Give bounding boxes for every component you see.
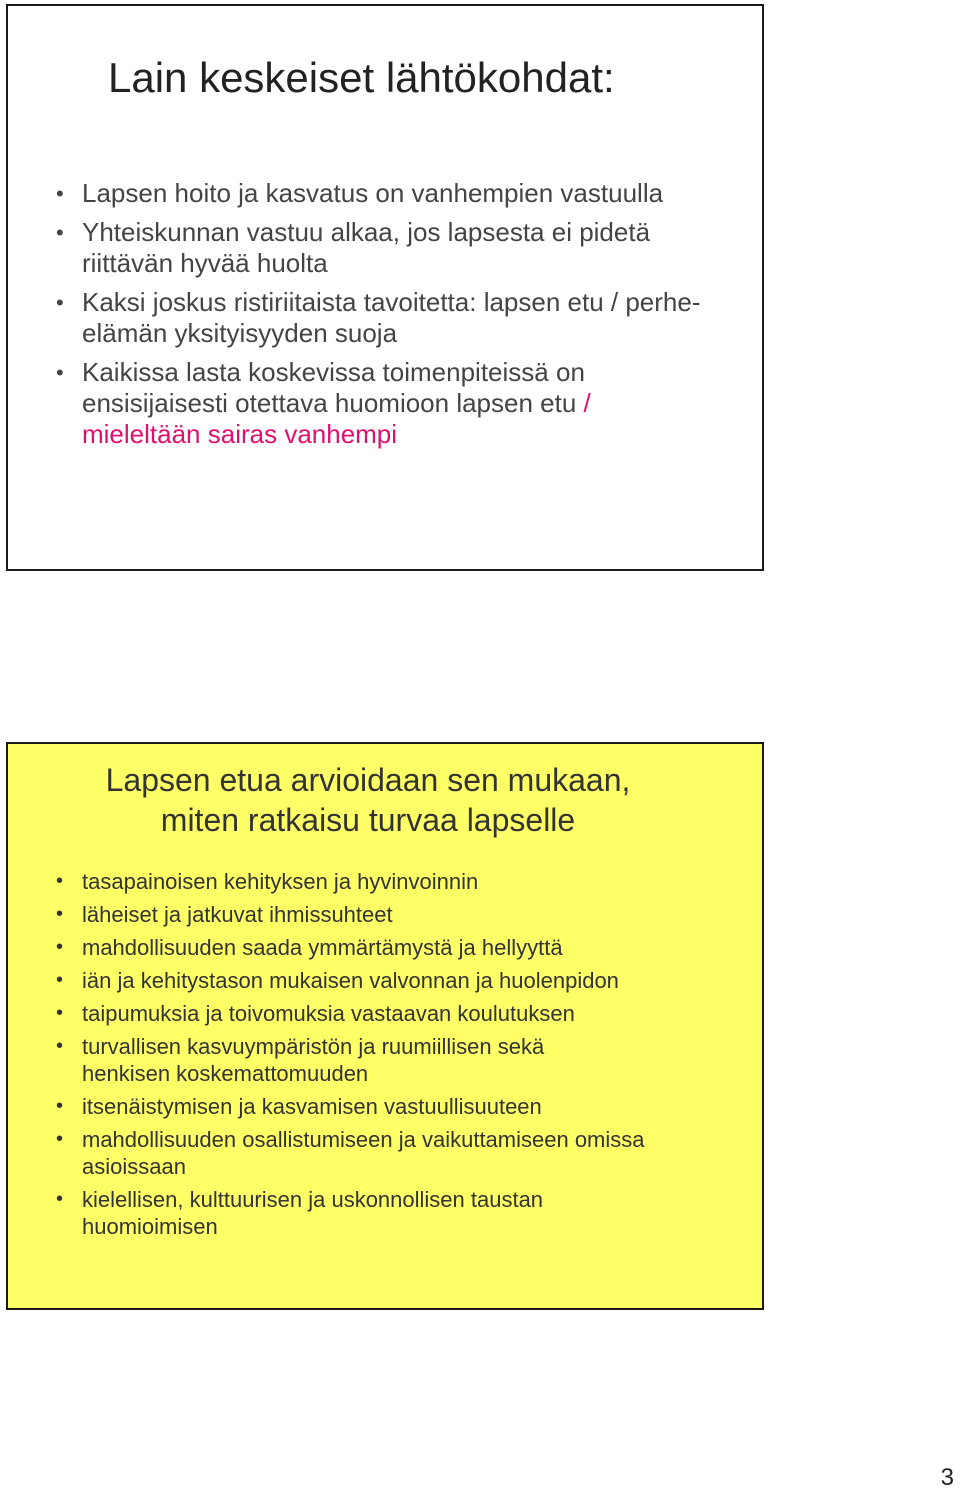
bullet-icon: • [56, 1035, 64, 1057]
list-item [54, 217, 714, 279]
bullet-icon: • [56, 1188, 64, 1210]
page-number: 3 [940, 1464, 954, 1491]
list-item [54, 868, 754, 895]
list-item [54, 357, 714, 450]
bullet-text: itsenäistymisen ja kasvamisen vastuullisuuteen [82, 1094, 542, 1119]
list-item [54, 1126, 662, 1180]
list-item [54, 178, 714, 209]
bullet-text: Kaikissa lasta koskevissa toimenpiteissä on ensisijaisesti otettava huomioon lapsen etu [82, 357, 585, 418]
slide-2-bullet-list [54, 868, 754, 1246]
bullet-text: mahdollisuuden osallistumiseen ja vaikuttamiseen omissa asioissaan [82, 1127, 645, 1179]
list-item [54, 1093, 754, 1120]
bullet-icon: • [56, 181, 64, 206]
bullet-text: tasapainoisen kehityksen ja hyvinvoinnin [82, 869, 479, 894]
bullet-text: Lapsen hoito ja kasvatus on vanhempien vastuulla [82, 178, 664, 208]
list-item [54, 934, 754, 961]
bullet-text: läheiset ja jatkuvat ihmissuhteet [82, 902, 393, 927]
slide-1-bullet-list [54, 178, 714, 458]
bullet-text: taipumuksia ja toivomuksia vastaavan koulutuksen [82, 1001, 575, 1026]
slide-1-title: Lain keskeiset lähtökohdat: [108, 54, 615, 101]
list-item [54, 967, 754, 994]
bullet-text: turvallisen kasvuympäristön ja ruumiillisen sekä henkisen koskemattomuuden [82, 1034, 545, 1086]
list-item [54, 287, 714, 349]
bullet-text: Kaksi joskus ristiriitaista tavoitetta: lapsen etu / perhe-elämän yksityisyyden suoja [82, 287, 701, 348]
bullet-icon: • [56, 290, 64, 315]
bullet-icon: • [56, 936, 64, 958]
bullet-icon: • [56, 1095, 64, 1117]
bullet-icon: • [56, 870, 64, 892]
slide-2-title-line-1: Lapsen etua arvioidaan sen mukaan, [105, 762, 631, 798]
bullet-icon: • [56, 220, 64, 245]
slide-1 [6, 4, 764, 571]
accent-text: / mieleltään sairas vanhempi [82, 388, 591, 449]
slide-2 [6, 742, 764, 1310]
list-item [54, 1000, 754, 1027]
bullet-icon: • [56, 969, 64, 991]
slide-2-title-line-2: miten ratkaisu turvaa lapselle [160, 802, 576, 838]
bullet-text: Yhteiskunnan vastuu alkaa, jos lapsesta ei pidetä riittävän hyvää huolta [82, 217, 651, 278]
bullet-text: mahdollisuuden saada ymmärtämystä ja hellyyttä [82, 935, 563, 960]
bullet-text: iän ja kehitystason mukaisen valvonnan ja huolenpidon [82, 968, 619, 993]
bullet-text: kielellisen, kulttuurisen ja uskonnollisen taustan huomioimisen [82, 1187, 544, 1239]
bullet-icon: • [56, 360, 64, 385]
bullet-icon: • [56, 1128, 64, 1150]
bullet-icon: • [56, 1002, 64, 1024]
list-item [54, 1186, 642, 1240]
slide-2-title [48, 760, 688, 840]
list-item [54, 1033, 622, 1087]
bullet-icon: • [56, 903, 64, 925]
list-item [54, 901, 754, 928]
